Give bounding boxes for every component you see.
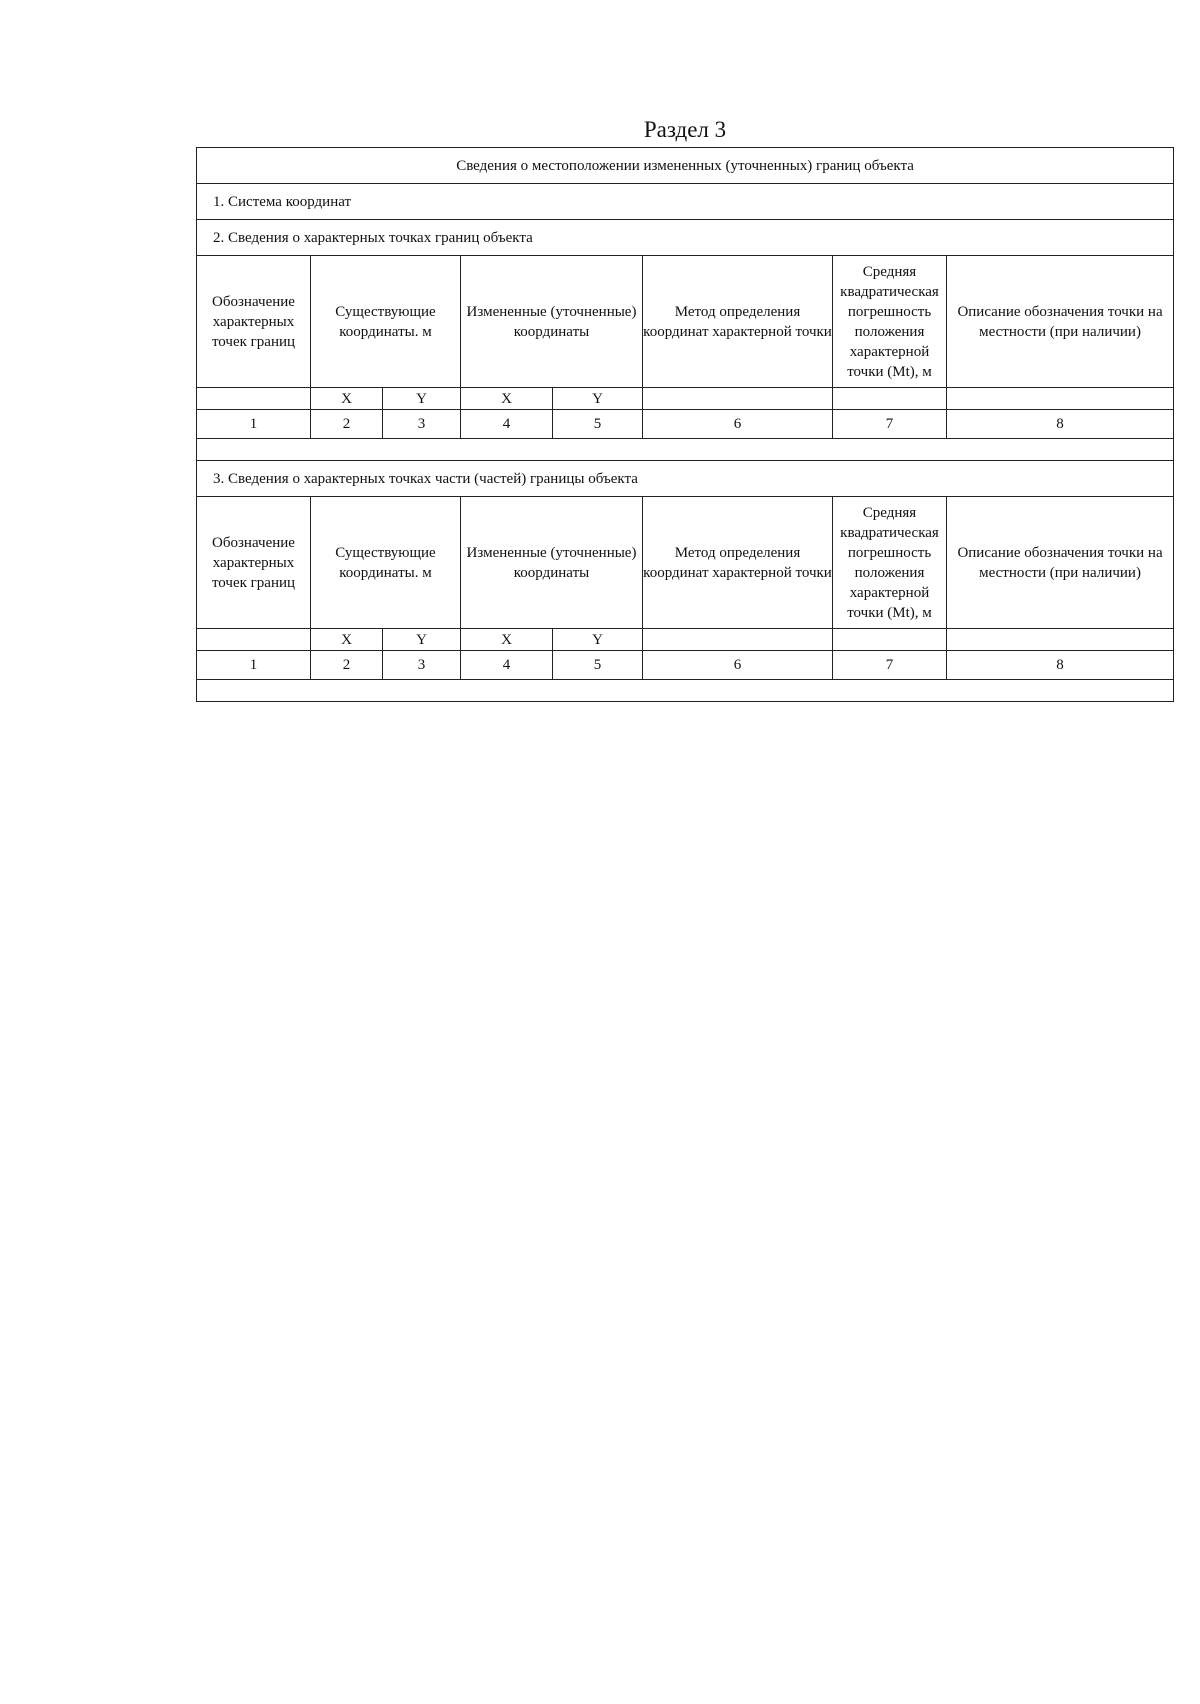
header-mean-error: Средняя квадратическая погрешность положения характерной точки (Mt), м	[833, 256, 947, 388]
column-number: 2	[311, 651, 383, 680]
axis-blank	[833, 629, 947, 651]
axis-blank	[197, 388, 311, 410]
header-method: Метод определения координат характерной точки	[643, 256, 833, 388]
column-number: 2	[311, 410, 383, 439]
empty-cell	[197, 680, 1174, 702]
block-title: Сведения о местоположении измененных (уточненных) границ объекта	[197, 148, 1174, 184]
axis-blank	[643, 388, 833, 410]
column-number: 8	[947, 410, 1174, 439]
column-number: 4	[461, 410, 553, 439]
column-number: 1	[197, 651, 311, 680]
column-number: 6	[643, 651, 833, 680]
column-number: 3	[383, 651, 461, 680]
column-number: 8	[947, 651, 1174, 680]
boundary-table	[196, 147, 1174, 702]
header-method: Метод определения координат характерной точки	[643, 497, 833, 629]
column-number: 5	[553, 410, 643, 439]
axis-row	[197, 629, 1174, 651]
axis-blank	[643, 629, 833, 651]
column-number: 5	[553, 651, 643, 680]
column-number: 7	[833, 651, 947, 680]
boundary-points-label: 2. Сведения о характерных точках границ объекта	[197, 220, 1174, 256]
axis-x-existing: X	[311, 629, 383, 651]
header-point-designation: Обозначение характерных точек границ	[197, 256, 311, 388]
header-existing-coordinates: Существующие координаты. м	[311, 497, 461, 629]
column-number-row	[197, 410, 1174, 439]
column-number: 1	[197, 410, 311, 439]
document-form	[196, 147, 1173, 702]
axis-y-changed: Y	[553, 388, 643, 410]
header-changed-coordinates: Измененные (уточненные) координаты	[461, 497, 643, 629]
axis-blank	[833, 388, 947, 410]
empty-row	[197, 439, 1174, 461]
axis-x-changed: X	[461, 388, 553, 410]
header-mean-error: Средняя квадратическая погрешность положения характерной точки (Mt), м	[833, 497, 947, 629]
table-header-row	[197, 256, 1174, 388]
column-number: 3	[383, 410, 461, 439]
axis-blank	[197, 629, 311, 651]
axis-x-existing: X	[311, 388, 383, 410]
axis-y-existing: Y	[383, 388, 461, 410]
header-point-designation: Обозначение характерных точек границ	[197, 497, 311, 629]
axis-blank	[947, 388, 1174, 410]
empty-row	[197, 680, 1174, 702]
axis-x-changed: X	[461, 629, 553, 651]
part-boundary-points-label: 3. Сведения о характерных точках части (частей) границы объекта	[197, 461, 1174, 497]
column-number: 7	[833, 410, 947, 439]
empty-cell	[197, 439, 1174, 461]
axis-row	[197, 388, 1174, 410]
section-heading: Раздел 3	[643, 117, 727, 142]
axis-y-existing: Y	[383, 629, 461, 651]
header-description: Описание обозначения точки на местности (при наличии)	[947, 256, 1174, 388]
header-existing-coordinates: Существующие координаты. м	[311, 256, 461, 388]
header-changed-coordinates: Измененные (уточненные) координаты	[461, 256, 643, 388]
axis-blank	[947, 629, 1174, 651]
column-number: 6	[643, 410, 833, 439]
axis-y-changed: Y	[553, 629, 643, 651]
column-number: 4	[461, 651, 553, 680]
table-header-row	[197, 497, 1174, 629]
header-description: Описание обозначения точки на местности (при наличии)	[947, 497, 1174, 629]
coordinate-system-label: 1. Система координат	[197, 184, 1174, 220]
column-number-row	[197, 651, 1174, 680]
